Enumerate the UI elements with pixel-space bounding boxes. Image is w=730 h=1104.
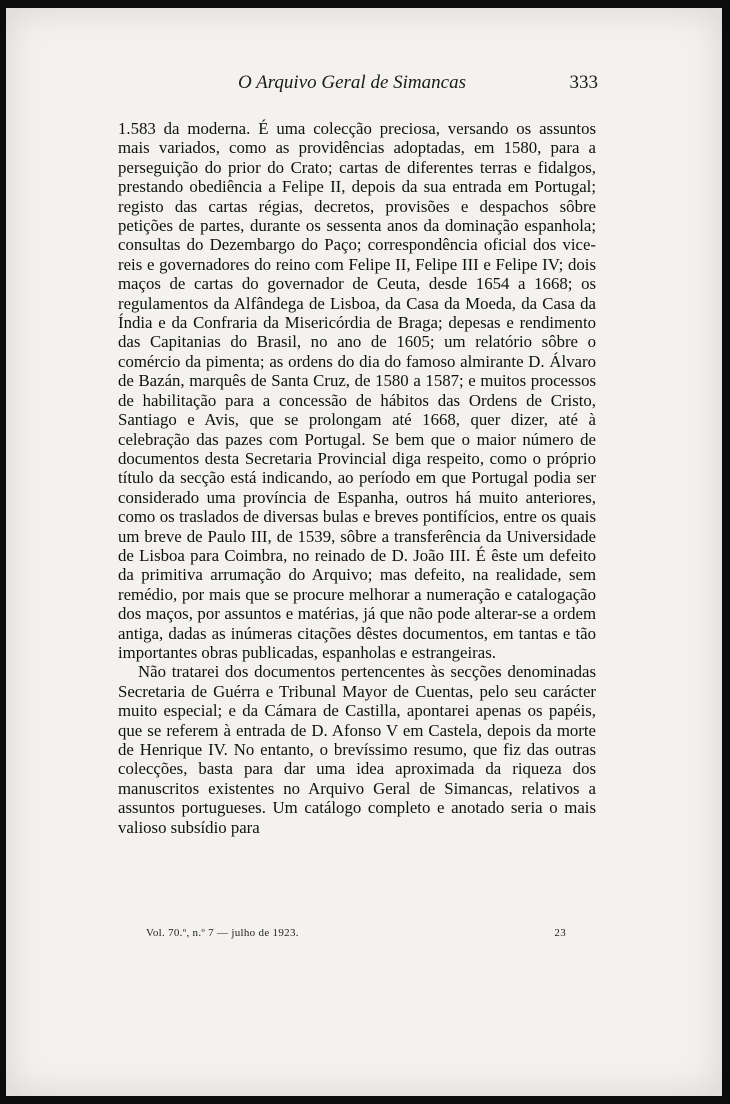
volume-line: Vol. 70.º, n.º 7 — julho de 1923.	[146, 927, 299, 939]
running-title: O Arquivo Geral de Simancas	[238, 72, 466, 93]
signature-mark: 23	[554, 927, 566, 939]
paragraph: 1.583 da moderna. É uma colecção preciosa, versando os assuntos mais variados, como as providências adoptadas, em 1580, para a perseguição do prior do Crato; cartas de diferentes terras e fidalgos, prestando obediência a Felipe II, depois da sua entrada em Portugal; registo das cartas régias, decretos, provisões e despachos sôbre petições de partes, durante os sessenta anos da dominação espanhola; consultas do Dezembargo do Paço; correspondência oficial dos vice-reis e governadores do reino com Felipe II, Felipe III e Felipe IV; dois maços de cartas do governador de Ceuta, desde 1654 a 1668; os regulamentos da Alfândega de Lisboa, da Casa da Moeda, da Casa da Índia e da Confraria da Misericórdia de Braga; depesas e rendimento das Capitanias do Brasil, no ano de 1605; um relatório sôbre o comércio da pimenta; as ordens do dia do famoso almirante D. Álvaro de Bazán, marquês de Santa Cruz, de 1580 a 1587; e muitos processos de habilitação para a concessão de hábitos das Ordens de Cristo, Santiago e Avis, que se prolongam até 1668, quer dizer, até à celebração das pazes com Portugal. Se bem que o maior número de documentos desta Secretaria Provincial diga respeito, como o próprio título da secção está indicando, ao período em que Portugal podia ser considerado uma província de Espanha, outros há muito anteriores, como os traslados de diversas bulas e breves pontifícios, entre os quais um breve de Paulo III, de 1539, sôbre a transferência da Universidade de Lisboa para Coimbra, no reinado de D. João III. É êste um defeito da primitiva arrumação do Arquivo; mas defeito, na realidade, sem remédio, por mais que se procure melhorar a numeração e catalogação dos maços, por assuntos e matérias, já que não pode alterar-se a ordem antiga, dadas as inúmeras citações dêstes documentos, em tantas e tão importantes obras publicadas, espanholas e estrangeiras.	[118, 119, 596, 662]
book-page	[6, 8, 722, 1096]
page-number: 333	[569, 72, 598, 93]
paragraph: Não tratarei dos documentos pertencentes às secções denominadas Secretaria de Guérra e Tribunal Mayor de Cuentas, pelo seu carácter muito especial; e da Cámara de Castilla, apontarei apenas os papéis, que se referem à entrada de D. Afonso V em Castela, depois da morte de Henrique IV. No entanto, o brevíssimo resumo, que fiz das outras colecções, basta para dar uma idea aproximada da riqueza dos manuscritos existentes no Arquivo Geral de Simancas, relativos a assuntos portugueses. Um catálogo completo e anotado seria o mais valioso subsídio para	[118, 662, 596, 837]
body-text	[118, 119, 596, 837]
